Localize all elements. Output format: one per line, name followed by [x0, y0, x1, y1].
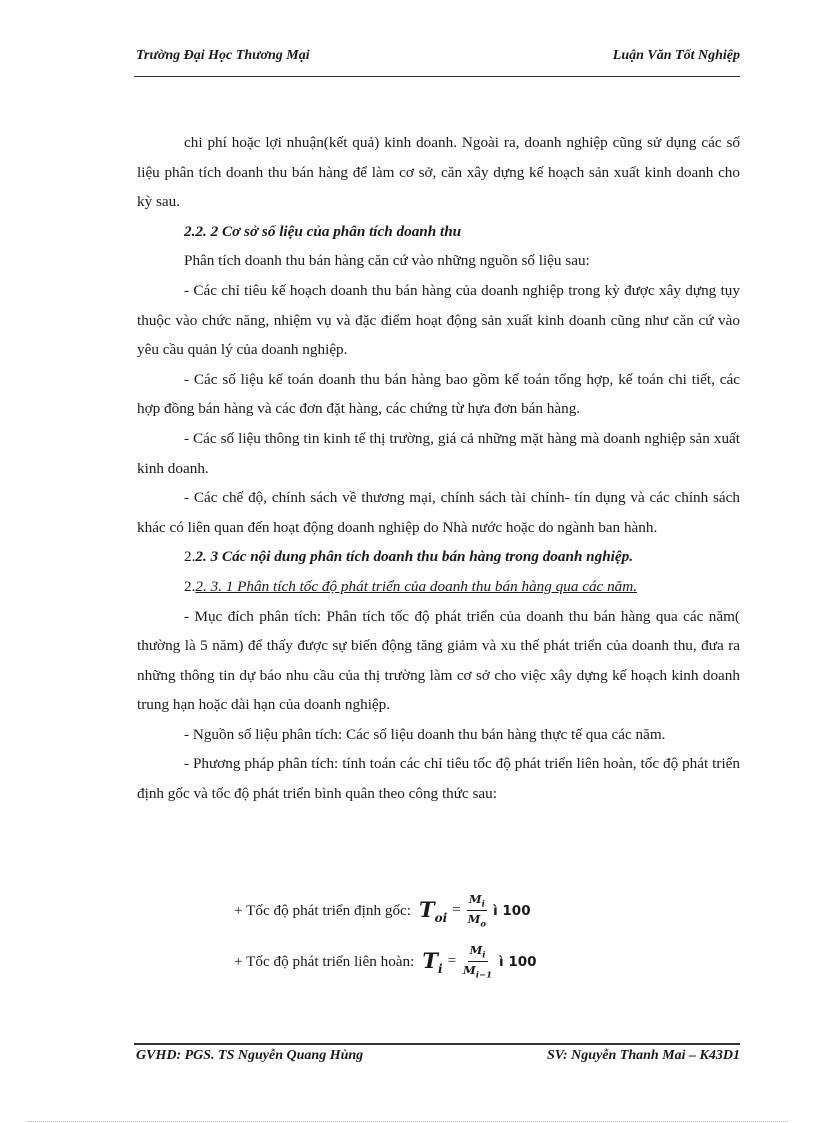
- paragraph-2: Phân tích doanh thu bán hàng căn cứ vào những nguồn số liệu sau:: [184, 252, 590, 270]
- footer-supervisor: GVHD: PGS. TS Nguyễn Quang Hùng: [136, 1048, 364, 1063]
- paragraph-3: - Các chỉ tiêu kế hoạch doanh thu bán hàng của doanh nghiệp trong kỳ được xây dựng tụy thuộc vào chức năng, nhiệm vụ và đặc điểm hoạt động sản xuất kinh doanh cũng như căn cứ vào yêu cầu quản lý của doanh nghiệp.: [137, 281, 740, 359]
- fraction: [466, 892, 488, 930]
- multiplier: ì 100: [493, 902, 531, 919]
- footer-student: SV: Nguyễn Thanh Mai – K43D1: [546, 1048, 740, 1063]
- formula-symbol: $T_{oi}$: [419, 896, 448, 925]
- paragraph-5: - Các số liệu thông tin kinh tế thị trường, giá cả những mặt hàng mà doanh nghiệp sản xuất kinh doanh.: [137, 429, 740, 477]
- paragraph-6: - Các chế độ, chính sách về thương mại, chính sách tài chính- tín dụng và các chính sách khác có liên quan đến hoạt động doanh nghiệp do Nhà nước hoặc do ngành ban hành.: [137, 489, 740, 536]
- formula-chain-growth: [234, 943, 537, 981]
- paragraph-8: - Nguồn số liệu phân tích: Các số liệu doanh thu bán hàng thực tế qua các năm.: [184, 725, 666, 743]
- numerator: $M_i$: [468, 892, 485, 910]
- equals-sign: =: [447, 953, 457, 970]
- formula-fixed-base-growth: [234, 892, 531, 930]
- heading-text: 2. 3 Các nội dung phân tích doanh thu bán hàng trong doanh nghiệp.: [195, 548, 634, 566]
- footer-rule: [134, 1043, 740, 1045]
- numerator: $M_i$: [469, 943, 486, 961]
- multiplier: ì 100: [499, 953, 537, 970]
- paragraph-7: - Mục đích phân tích: Phân tích tốc độ phát triển của doanh thu bán hàng qua các năm( thường là 5 năm) để thấy được sự biến động tăng giảm và xu thế phát triển của doanh thu, đưa ra những thông tin dự báo nhu cầu của thị trường làm cơ sở cho việc xây dựng kế hoạch kinh doanh trung hạn hoặc dài hạn của doanh nghiệp.: [137, 607, 740, 714]
- paragraph-4: - Các số liệu kế toán doanh thu bán hàng bao gồm kế toán tổng hợp, kế toán chi tiết, các hợp đồng bán hàng và các đơn đặt hàng, các chứng từ hựa đơn bán hàng.: [137, 370, 740, 418]
- paragraph-1: chi phí hoặc lợi nhuận(kết quả) kinh doanh. Ngoài ra, doanh nghiệp cũng sử dụng các số liệu phân tích doanh thu bán hàng để làm cơ sở, căn xây dựng kế hoạch sản xuất kinh doanh cho kỳ sau.: [137, 134, 740, 211]
- heading-text: 2. 3. 1 Phân tích tốc độ phát triển của doanh thu bán hàng qua các năm.: [195, 577, 638, 595]
- heading-prefix: 2.: [184, 577, 196, 595]
- denominator: $M_o$: [467, 912, 487, 930]
- header-thesis: Luận Văn Tốt Nghiệp: [612, 48, 740, 63]
- paragraph-9: - Phương pháp phân tích: tính toán các chỉ tiêu tốc độ phát triển liên hoàn, tốc độ phát triển định gốc và tốc độ phát triển bình quân theo công thức sau:: [137, 755, 740, 803]
- heading-prefix: 2.: [184, 548, 196, 566]
- formula-symbol: $T_i$: [422, 947, 443, 976]
- section-heading-2-2-2: 2.2. 2 Cơ sở số liệu của phân tích doanh thu: [184, 222, 462, 240]
- header-school: Trường Đại Học Thương Mại: [136, 48, 310, 63]
- denominator: $M_{i-1}$: [463, 963, 493, 981]
- page-header: [136, 48, 740, 72]
- page-footer: [136, 1048, 740, 1072]
- fraction: [461, 943, 494, 981]
- equals-sign: =: [452, 902, 461, 919]
- header-rule: [134, 76, 740, 77]
- page-break-line: [28, 1121, 788, 1122]
- formula-label: + Tốc độ phát triển liên hoàn:: [234, 952, 415, 970]
- document-body: [137, 128, 740, 809]
- section-heading-2-2-3-1: [137, 572, 740, 602]
- formula-label: + Tốc độ phát triển định gốc:: [234, 901, 411, 919]
- section-heading-2-2-3: [137, 542, 740, 572]
